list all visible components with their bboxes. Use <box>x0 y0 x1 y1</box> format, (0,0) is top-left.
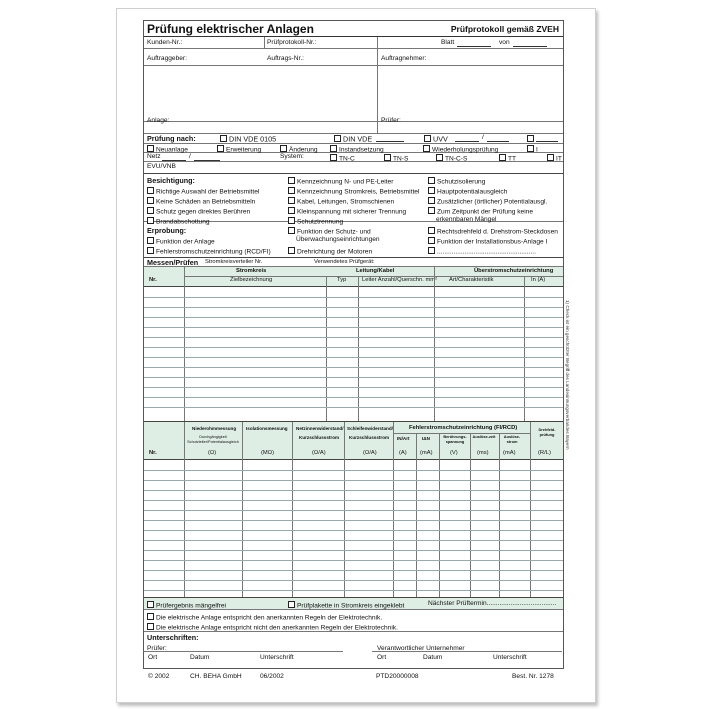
besichtigung-label: Besichtigung: <box>147 176 195 185</box>
ort-label-2: Ort <box>377 654 387 661</box>
erprobung-item[interactable]: Funktion der Schutz- und <box>288 227 371 236</box>
niederohm-head: Niederohmmessung <box>192 426 237 431</box>
auftrags-nr-label: Auftrags-Nr.: <box>267 55 305 62</box>
besichtigung-item[interactable]: Schutzisolierung <box>428 177 485 186</box>
unterschriften-label: Unterschriften: <box>147 633 199 642</box>
in-head: In (A) <box>531 277 546 283</box>
stromkreis-head: Stromkreis <box>236 268 267 274</box>
besichtigung-item[interactable]: Kennzeichnung N- und PE-Leiter <box>288 177 393 186</box>
netz-row: Netz / System: TN-C TN-S TN-C-S TT IT <box>144 153 563 162</box>
von-field[interactable] <box>513 40 547 47</box>
uvv-field-2[interactable] <box>487 135 509 142</box>
leitung-head: Leitung/Kabel <box>356 268 395 274</box>
erprobung-item[interactable]: ...................................................... <box>428 247 536 256</box>
option-other[interactable] <box>527 135 536 143</box>
kunden-row <box>144 37 563 49</box>
system-tn-c-s[interactable]: TN-C-S <box>436 154 467 163</box>
side-note <box>560 300 572 680</box>
form-title: Prüfung elektrischer Anlagen <box>147 22 314 36</box>
fi-strom-unit: (mA) <box>503 450 516 456</box>
auftragnehmer-label: Auftragnehmer: <box>381 55 427 62</box>
schleifen-sub: Kurzschlussstrom <box>349 435 390 440</box>
pruefprotokoll-nr-label: Prüfprotokoll-Nr.: <box>267 39 317 46</box>
erprobung-block <box>144 222 563 258</box>
besichtigung-item[interactable]: Kleinspannung mit sicherer Trennung <box>288 207 406 216</box>
ueberstrom-head: Überstromschutzeinrichtung <box>474 268 554 274</box>
netz-label: Netz <box>147 153 161 160</box>
kunden-nr-label: Kunden-Nr.: <box>147 39 183 46</box>
anlage-label: Anlage: <box>147 117 170 124</box>
erprobung-item[interactable]: Funktion der Anlage <box>147 237 215 246</box>
type-aenderung[interactable]: Änderung <box>280 145 318 154</box>
erprobung-item[interactable]: Fehlerstromschutzeinrichtung (RCD/FI) <box>147 247 271 256</box>
unterschrift-label: Unterschrift <box>260 654 294 661</box>
option-din-vde[interactable]: DIN VDE <box>334 135 372 143</box>
netz-field-1[interactable] <box>162 154 186 161</box>
regel-nein-check[interactable]: Die elektrische Anlage entspricht nicht den anerkannten Regeln der Elektrotechnik. <box>147 623 398 632</box>
datum-label: Datum <box>190 654 210 661</box>
table1-header <box>144 267 563 287</box>
netzinnen-head: Netzinnenwiderstand/ <box>296 426 344 431</box>
typ-head: Typ <box>337 277 347 283</box>
pruefung-row: Prüfung nach: DIN VDE 0105 DIN VDE UVV / <box>144 134 563 144</box>
pruefer-sign-label: Prüfer: <box>147 645 167 652</box>
fi-spannung-unit: (V) <box>450 450 458 456</box>
besichtigung-item[interactable]: Richtige Auswahl der Betriebsmittel <box>147 187 259 196</box>
besichtigung-block <box>144 174 563 226</box>
evu-label: EVU/VNB <box>147 163 176 170</box>
besichtigung-item[interactable]: Kabel, Leitungen, Stromschienen <box>288 197 394 206</box>
pruefer-label: Prüfer: <box>381 117 401 124</box>
fi-zeit-head: Auslöse-zeit <box>472 434 496 439</box>
side-note-text: 1) Check ist ein geschützter Begriff des Landesinnungsverbandes Bayern <box>565 300 570 450</box>
blatt-label: Blatt <box>441 39 455 46</box>
besichtigung-item[interactable]: Schutz gegen direktes Berühren <box>147 207 250 216</box>
fi-in-unit: (A) <box>399 450 407 456</box>
table2-header <box>144 422 563 460</box>
divider <box>264 37 265 48</box>
print-footer <box>143 673 562 683</box>
schleifen-head: Schleifenwiderstand/ <box>347 426 393 431</box>
divider <box>377 49 378 121</box>
unternehmer-label: Verantwortlicher Unternehmer <box>377 645 465 652</box>
unterschrift-label-2: Unterschrift <box>493 654 527 661</box>
system-it[interactable]: IT <box>547 154 562 163</box>
system-tn-s[interactable]: TN-S <box>384 154 408 163</box>
evu-row <box>144 162 563 174</box>
pruefung-label: Prüfung nach: <box>147 134 196 143</box>
copyright: © 2002 <box>148 673 170 680</box>
system-label: System: <box>280 153 304 160</box>
schleifen-unit: (Ω/A) <box>363 450 377 456</box>
protocol-form <box>143 20 564 669</box>
besichtigung-item[interactable]: Keine Schäden an Betriebsmitteln <box>147 197 255 206</box>
maengelfrei-check[interactable]: Prüfergebnis mängelfrei <box>147 601 226 610</box>
fi-idn-head: IΔN <box>422 436 430 441</box>
von-label: von <box>499 39 510 46</box>
title-row <box>144 21 563 37</box>
ort-label: Ort <box>148 654 158 661</box>
divider <box>377 122 378 133</box>
erprobung-item-cont: Überwachungseinrichtungen <box>296 236 380 243</box>
other-field[interactable] <box>536 135 558 142</box>
print-date: 06/2002 <box>260 673 284 680</box>
form-subtitle: Prüfprotokoll gemäß ZVEH <box>450 24 559 34</box>
print-code: PTD20000008 <box>376 673 419 680</box>
type-neuanlage[interactable]: Neuanlage <box>147 145 188 154</box>
messen-row <box>144 258 563 267</box>
result-row <box>144 598 563 610</box>
option-uvv[interactable]: UVV <box>424 135 448 143</box>
firma: CH. BEHA GmbH <box>190 673 242 680</box>
din-vde-field[interactable] <box>376 135 404 142</box>
fi-zeit-unit: (ms) <box>477 450 489 456</box>
netz-field-2[interactable] <box>194 154 220 161</box>
besichtigung-item[interactable]: Schutztrennung <box>288 217 343 226</box>
leiter-head: Leiter Anzahl/Querschn. mm² <box>362 277 438 283</box>
type-wiederholung[interactable]: Wiederholungsprüfung <box>423 145 498 154</box>
datum-label-2: Datum <box>423 654 443 661</box>
type-erweiterung[interactable]: Erweiterung <box>217 145 261 154</box>
pruefgeraet-label: Verwendetes Prüfgerät: <box>314 258 375 265</box>
netzinnen-sub: Kurzschlussstrom <box>299 435 340 440</box>
fi-idn-unit: (mA) <box>420 450 433 456</box>
niederohm-sub: Durchgängigkeit Schutzleiter/Potentialausgleich <box>187 435 239 444</box>
divider <box>377 37 378 48</box>
besichtigung-item[interactable]: Kennzeichnung Stromkreis, Betriebsmittel <box>288 187 419 196</box>
besichtigung-item[interactable]: Zum Zeitpunkt der Prüfung keine <box>428 207 533 216</box>
anlage-row <box>144 117 563 134</box>
fi-strom-head: Auslöse-strom <box>503 434 521 444</box>
isolation-head: Isolationsmessung <box>246 426 288 431</box>
system-tn-c[interactable]: TN-C <box>330 154 355 163</box>
erprobung-label: Erprobung: <box>147 226 187 235</box>
niederohm-unit: (Ω) <box>208 450 217 456</box>
isolation-unit: (MΩ) <box>261 450 275 456</box>
blatt-field[interactable] <box>457 40 491 47</box>
system-tt[interactable]: TT <box>499 154 516 163</box>
regeln-block <box>144 610 563 632</box>
fi-head: Fehlerstromschutzeinrichtung (FI/RCD) <box>409 425 518 431</box>
besichtigung-item[interactable]: Hauptpotentialausgleich <box>428 187 507 196</box>
nr-head-2: Nr. <box>149 450 157 456</box>
best-nr: Best. Nr. 1278 <box>512 673 554 680</box>
messen-label: Messen/Prüfen <box>147 258 199 267</box>
fi-spannung-head: Berührungs-spannung <box>443 434 467 444</box>
besichtigung-item-cont: erkennbaren Mängel <box>436 216 497 223</box>
netzinnen-unit: (Ω/A) <box>312 450 326 456</box>
type-other[interactable]: I <box>527 145 538 154</box>
fi-in-head: IN/Art <box>397 436 410 441</box>
erprobung-item[interactable]: Rechtsdrehfeld d. Drehstrom-Steckdosen <box>428 227 558 236</box>
option-din-vde-0105[interactable]: DIN VDE 0105 <box>220 135 276 143</box>
plakette-check[interactable]: Prüfplakette in Stromkreis eingeklebt <box>288 601 404 610</box>
signature-line-row <box>143 651 562 665</box>
naechster-pruef[interactable]: Nächster Prüftermin...................................... <box>428 600 557 607</box>
erprobung-item[interactable]: Funktion der Installationsbus-Anlage I <box>428 237 547 246</box>
table1-body[interactable] <box>144 287 563 422</box>
auftraggeber-block <box>144 49 563 122</box>
uvv-field-1[interactable] <box>455 135 479 142</box>
besichtigung-item[interactable]: Zusätzlicher (örtlicher) Potentialausgl. <box>428 197 547 206</box>
type-instandsetzung[interactable]: Instandsetzung <box>330 145 384 154</box>
divider <box>377 65 563 66</box>
drehfeld-head: Drehfeld-prüfung <box>538 427 556 438</box>
zielbezeichnung-head: Zielbezeichnung <box>230 277 273 283</box>
erprobung-item[interactable]: Drehrichtung der Motoren <box>288 247 372 256</box>
types-row <box>144 144 563 153</box>
verteiler-label: Stromkreisverteiler Nr. <box>205 258 263 265</box>
drehfeld-unit: (R/L) <box>538 450 551 456</box>
regel-ja-check[interactable]: Die elektrische Anlage entspricht den anerkannten Regeln der Elektrotechnik. <box>147 613 382 622</box>
auftraggeber-label: Auftraggeber: <box>147 55 187 62</box>
table2-body[interactable] <box>144 460 563 598</box>
besichtigung-item[interactable]: Brandabschottung <box>147 217 210 226</box>
divider <box>144 65 377 66</box>
art-head: Art/Charakteristik <box>449 277 494 283</box>
nr-head: Nr. <box>149 277 157 283</box>
